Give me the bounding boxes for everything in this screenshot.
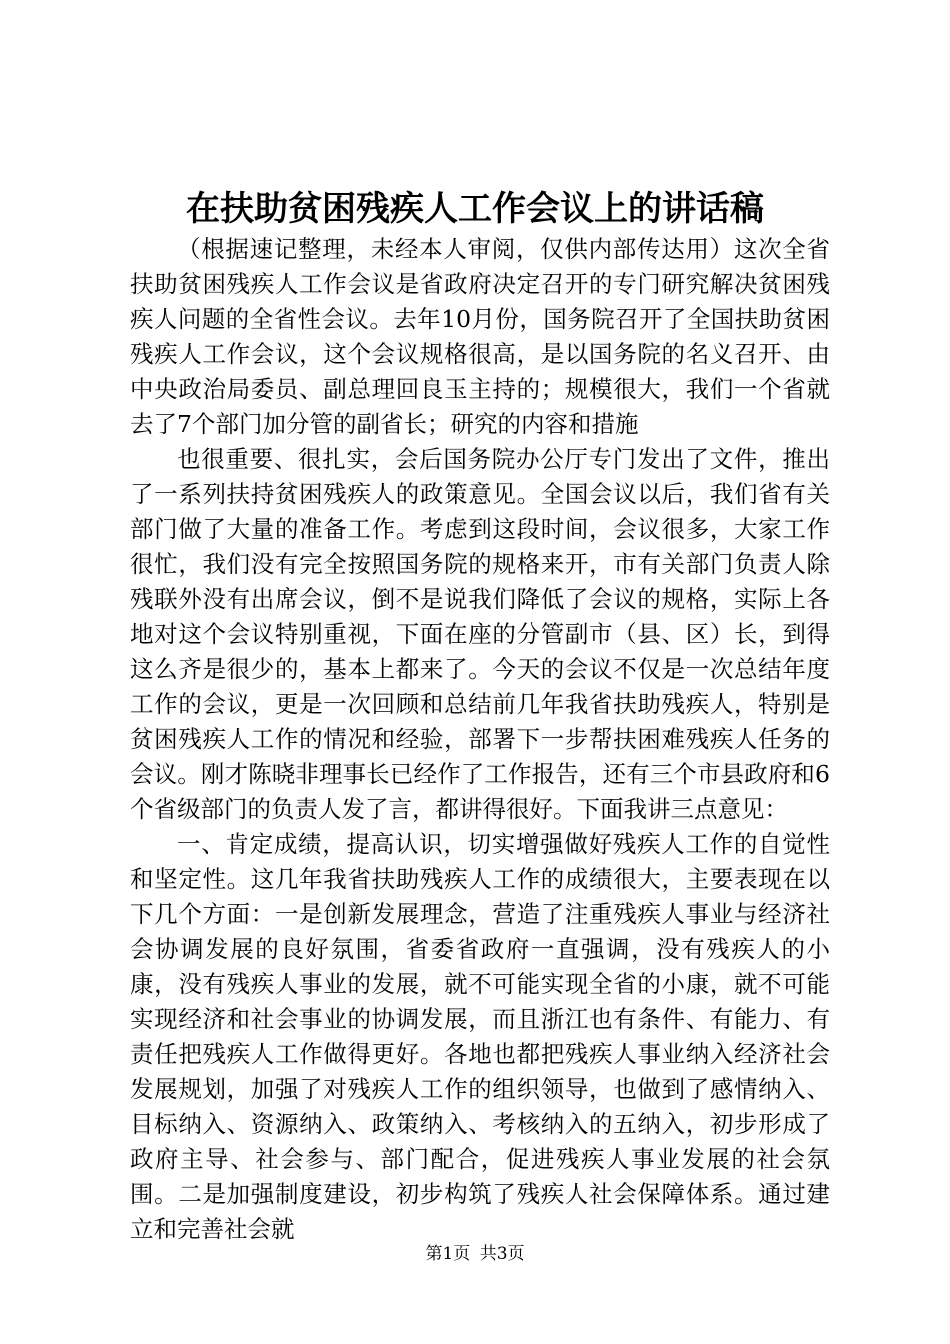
page-total: 共3页: [479, 1244, 525, 1264]
page-number: 第1页: [425, 1244, 471, 1264]
paragraph: 一、肯定成绩，提高认识，切实增强做好残疾人工作的自觉性和坚定性。这几年我省扶助残疾人工作的成绩很大，主要表现在以下几个方面：一是创新发展理念，营造了注重残疾人事业与经济社会协调发展的良好氛围，省委省政府一直强调，没有残疾人的小康，没有残疾人事业的发展，就不可能实现全省的小康，就不可能实现经济和社会事业的协调发展，而且浙江也有条件、有能力、有责任把残疾人工作做得更好。各地也都把残疾人事业纳入经济社会发展规划，加强了对残疾人工作的组织领导，也做到了感情纳入、目标纳入、资源纳入、政策纳入、考核纳入的五纳入，初步形成了政府主导、社会参与、部门配合，促进残疾人事业发展的社会氛围。二是加强制度建设，初步构筑了残疾人社会保障体系。通过建立和完善社会就: [130, 830, 830, 1243]
paragraph: （根据速记整理，未经本人审阅，仅供内部传达用）这次全省扶助贫困残疾人工作会议是省政府决定召开的专门研究解决贫困残疾人问题的全省性会议。去年10月份，国务院召开了全国扶助贫困残疾人工作会议，这个会议规格很高，是以国务院的名义召开、由中央政治局委员、副总理回良玉主持的；规模很大，我们一个省就去了7个部门加分管的副省长；研究的内容和措施: [130, 235, 830, 438]
paragraph: 也很重要、很扎实，会后国务院办公厅专门发出了文件，推出了一系列扶持贫困残疾人的政策意见。全国会议以后，我们省有关部门做了大量的准备工作。考虑到这段时间，会议很多，大家工作很忙，我们没有完全按照国务院的规格来开，市有关部门负责人除残联外没有出席会议，倒不是说我们降低了会议的规格，实际上各地对这个会议特别重视，下面在座的分管副市（县、区）长，到得这么齐是很少的，基本上都来了。今天的会议不仅是一次总结年度工作的会议，更是一次回顾和总结前几年我省扶助残疾人，特别是贫困残疾人工作的情况和经验，部署下一步帮扶困难残疾人任务的会议。刚才陈晓非理事长已经作了工作报告，还有三个市县政府和6个省级部门的负责人发了言，都讲得很好。下面我讲三点意见：: [130, 445, 830, 823]
document-title: 在扶助贫困残疾人工作会议上的讲话稿: [186, 189, 764, 229]
document-body: [130, 232, 830, 1247]
page-footer: [0, 1242, 950, 1266]
